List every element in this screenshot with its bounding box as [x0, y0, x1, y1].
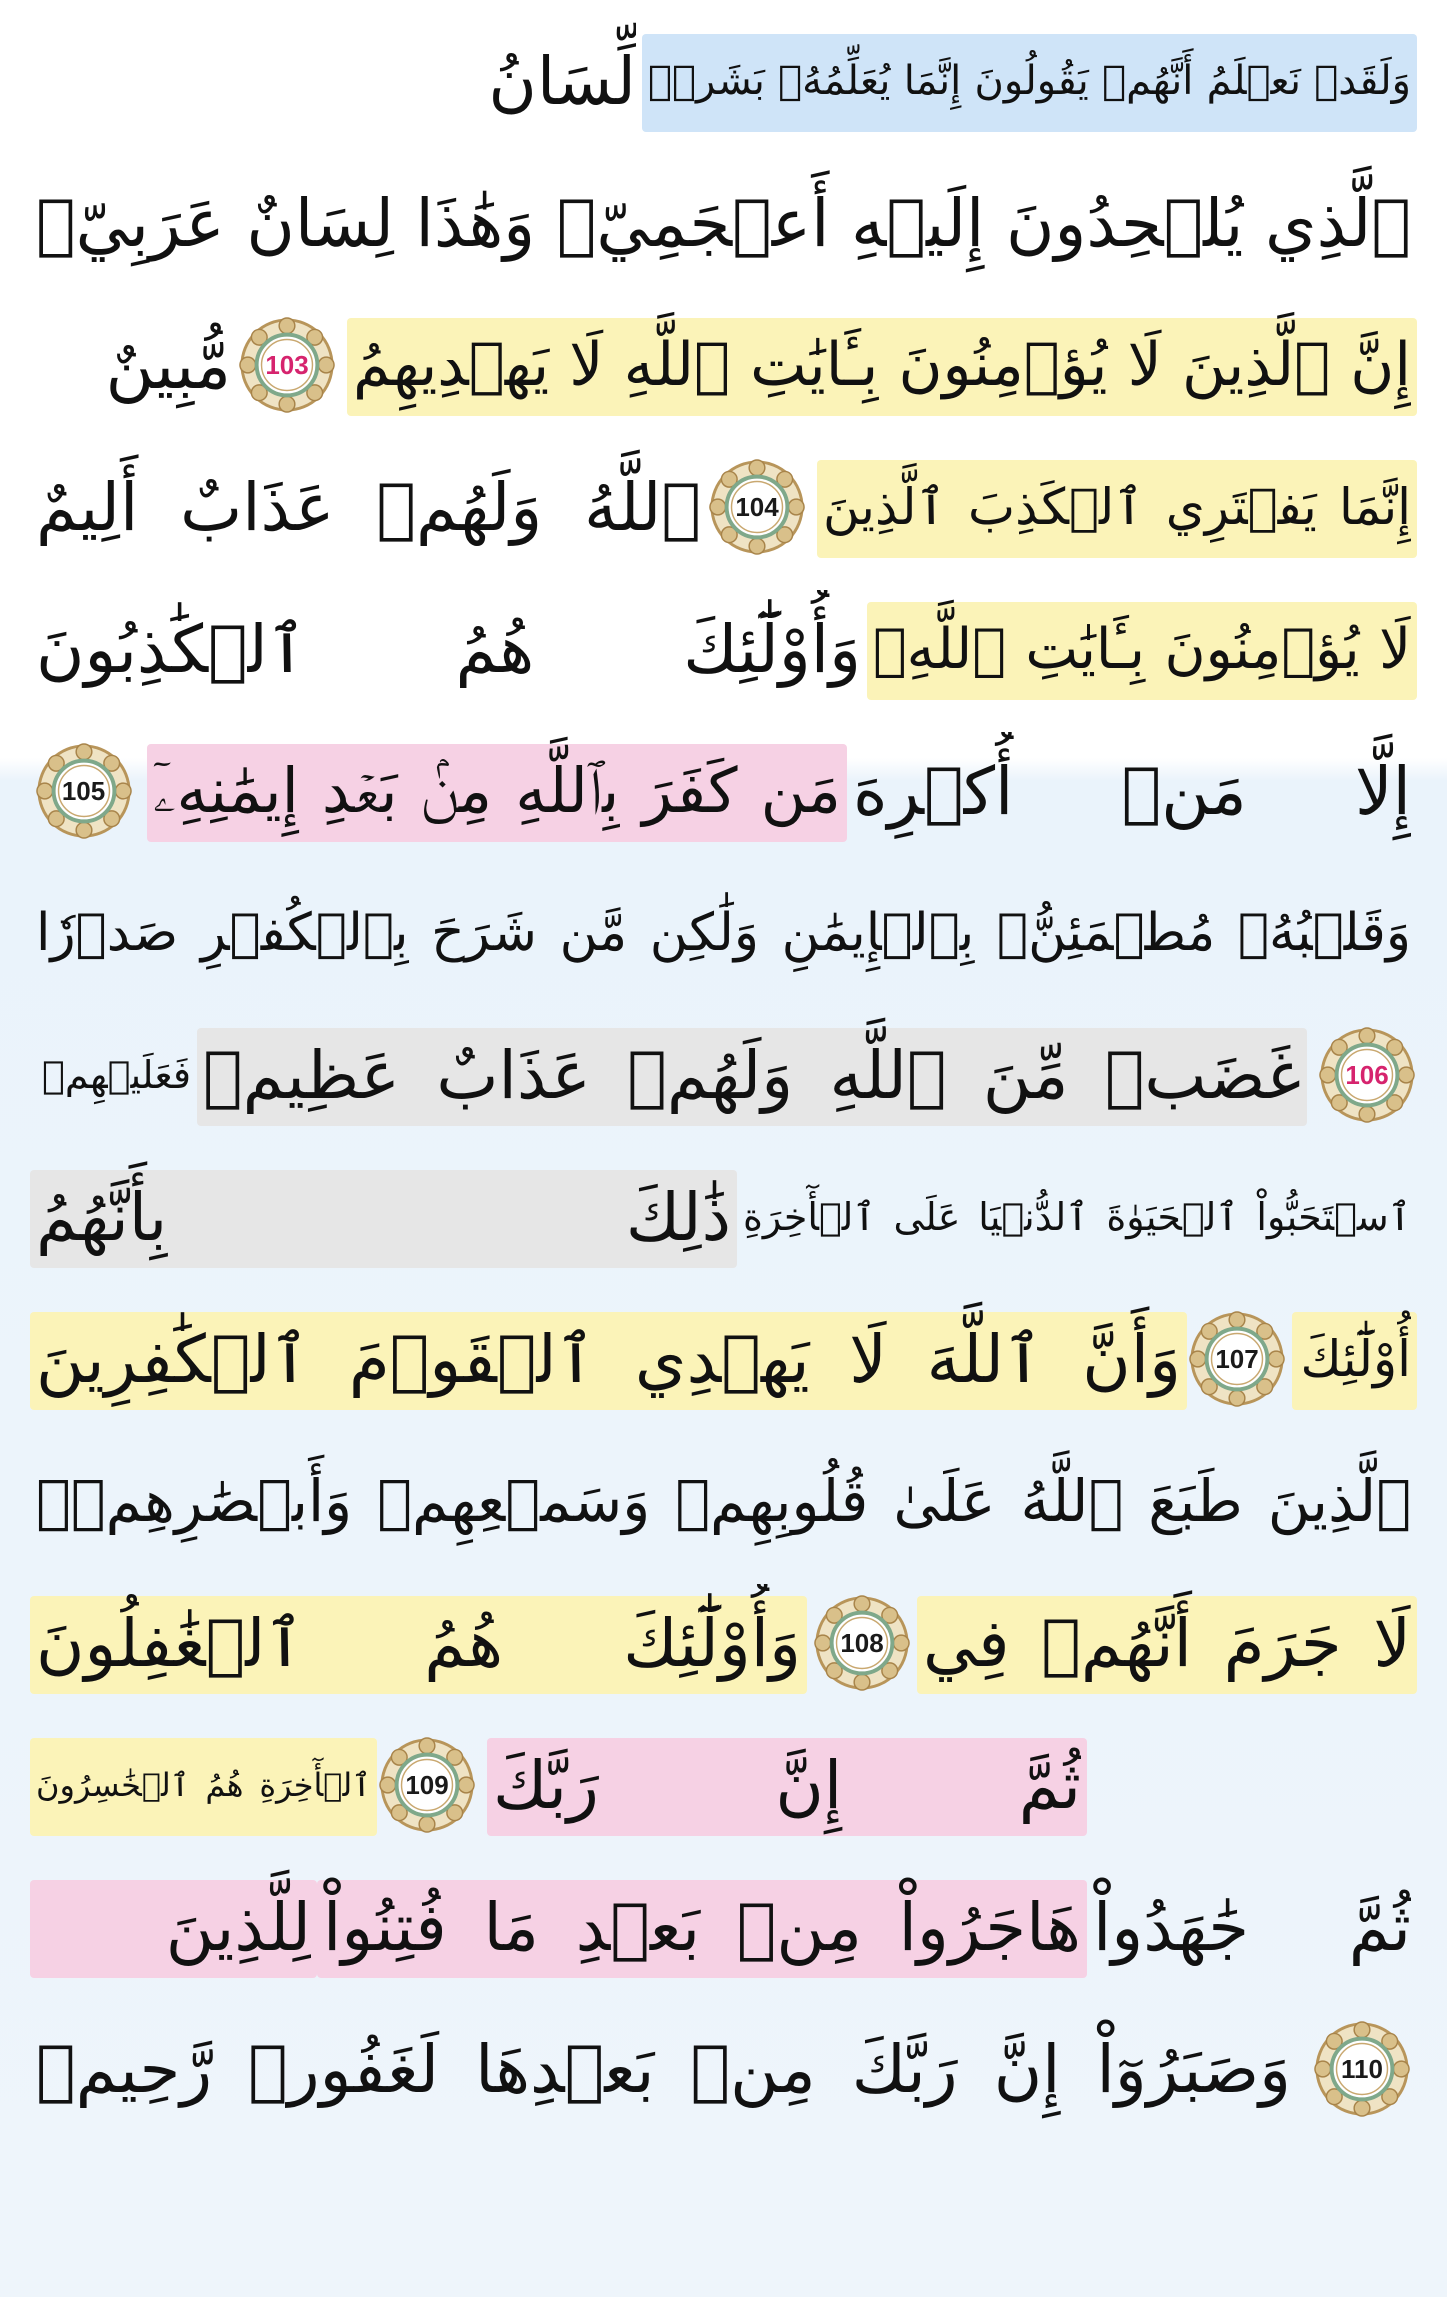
- text-line: [30, 732, 1417, 850]
- ayah-number: 103: [265, 349, 309, 380]
- verse-text: [1298, 1300, 1411, 1418]
- ayah-number: 106: [1345, 1059, 1389, 1090]
- ayah-number: 110: [1341, 2053, 1383, 2084]
- text-line: [30, 2010, 1417, 2128]
- verse-text-content: غَضَبٞ مِّنَ ٱللَّهِ وَلَهُمۡ عَذَابٌ عَظِيمٞ: [203, 1036, 1301, 1114]
- verse-text-content: مَن كَفَرَ بِٱللَّهِ مِنۢ بَعۡدِ إِيمَٰنِهِۦٓ: [153, 754, 841, 827]
- verse-text-content: إِنَّ ٱلَّذِينَ لَا يُؤۡمِنُونَ بِـَٔايَٰتِ ٱللَّهِ لَا يَهۡدِيهِمُ: [353, 330, 1411, 400]
- verse-text: [36, 1300, 1181, 1418]
- ayah-number: 104: [735, 491, 779, 522]
- verse-text-content: ثُمَّ جَٰهَدُواْ: [1093, 1888, 1411, 1966]
- ayah-end-marker-icon: [378, 1736, 476, 1834]
- verse-text: [153, 732, 841, 850]
- verse-text: [36, 1158, 731, 1276]
- text-line: [30, 1726, 1417, 1844]
- verse-text-content: ٱلَّذِي يُلۡحِدُونَ إِلَيۡهِ أَعۡجَمِيّٞ وَهَٰذَا لِسَانٌ عَرَبِيّٞ: [36, 184, 1411, 262]
- verse-text: [36, 590, 861, 708]
- verse-text: [353, 306, 1411, 424]
- ayah-end-marker-icon: [1318, 1026, 1416, 1124]
- verse-text-content: أُوْلَٰٓئِكَ: [1300, 1330, 1411, 1388]
- verse-text: [1093, 1868, 1411, 1986]
- verse-text-content: مُّبِينٌ: [105, 326, 231, 404]
- ayah-number: 107: [1215, 1343, 1259, 1374]
- text-line: [30, 1016, 1417, 1134]
- verse-text: [323, 1868, 1081, 1986]
- verse-text: [493, 1726, 1081, 1844]
- text-line: [30, 590, 1417, 708]
- verse-text-content: ٱللَّهُ وَلَهُمۡ عَذَابٌ أَلِيمٌ: [36, 468, 701, 546]
- text-line: [30, 1158, 1417, 1276]
- verse-text-content: هَاجَرُواْ مِنۢ بَعۡدِ مَا فُتِنُواْ: [323, 1888, 1081, 1966]
- verse-text-content: إِنَّمَا يَفۡتَرِي ٱلۡكَذِبَ ٱلَّذِينَ: [823, 478, 1411, 536]
- text-line: [30, 1868, 1417, 1986]
- ayah-end-marker-icon: [35, 742, 133, 840]
- verse-text-content: لِلَّذِينَ: [165, 1888, 311, 1966]
- verse-text: [36, 164, 1411, 282]
- text-line: [30, 1300, 1417, 1418]
- ayah-end-marker-icon: [238, 316, 336, 414]
- text-line: [30, 448, 1417, 566]
- verse-text-content: ذَٰلِكَ بِأَنَّهُمُ: [36, 1178, 731, 1256]
- ayah-end-marker-icon: [1188, 1310, 1286, 1408]
- verse-text: [36, 1868, 311, 1986]
- verse-text-content: وَأُوْلَٰٓئِكَ هُمُ ٱلۡغَٰفِلُونَ: [36, 1604, 801, 1682]
- verse-text: [36, 2010, 1291, 2128]
- verse-text: [873, 590, 1411, 708]
- verse-text: [923, 1584, 1411, 1702]
- verse-text-content: ٱلۡأٓخِرَةِ هُمُ ٱلۡخَٰسِرُونَ: [36, 1766, 371, 1804]
- verse-text: [823, 448, 1411, 566]
- verse-text: [203, 1016, 1301, 1134]
- verse-text-content: لَا جَرَمَ أَنَّهُمۡ فِي: [923, 1604, 1411, 1682]
- ayah-end-marker-icon: [708, 458, 806, 556]
- verse-text-content: وَلَقَدۡ نَعۡلَمُ أَنَّهُمۡ يَقُولُونَ إِنَّمَا يُعَلِّمُهُۥ بَشَرٞۗ: [648, 58, 1411, 104]
- ayah-number: 109: [405, 1769, 449, 1800]
- verse-text-content: وَأُوْلَٰٓئِكَ هُمُ ٱلۡكَٰذِبُونَ: [36, 610, 861, 688]
- verse-text: [648, 22, 1411, 140]
- verse-text-content: ثُمَّ إِنَّ رَبَّكَ: [493, 1746, 1081, 1824]
- ayah-number: 105: [61, 775, 106, 806]
- verse-text-content: إِلَّا مَنۡ أُكۡرِهَ: [853, 752, 1411, 830]
- verse-text-content: ٱسۡتَحَبُّواْ ٱلۡحَيَوٰةَ ٱلدُّنۡيَا عَلَى ٱلۡأٓخِرَةِ: [743, 1195, 1411, 1239]
- verse-text: [36, 306, 231, 424]
- verse-text-content: ٱلَّذِينَ طَبَعَ ٱللَّهُ عَلَىٰ قُلُوبِهِمۡ وَسَمۡعِهِمۡ وَأَبۡصَٰرِهِمۡۖ: [36, 1467, 1411, 1535]
- ayah-end-marker-icon: [1313, 2020, 1411, 2118]
- ayah-number: 108: [840, 1627, 884, 1658]
- text-line: [30, 874, 1417, 992]
- verse-text-content: لِّسَانُ: [488, 42, 636, 120]
- verse-text: [36, 1726, 371, 1844]
- verse-text-content: لَا يُؤۡمِنُونَ بِـَٔايَٰتِ ٱللَّهِۖ: [873, 616, 1411, 682]
- text-line: [30, 306, 1417, 424]
- verse-text: [36, 874, 1411, 992]
- ayah-end-marker-icon: [813, 1594, 911, 1692]
- verse-text: [36, 448, 701, 566]
- verse-text-content: وَقَلۡبُهُۥ مُطۡمَئِنُّۢ بِٱلۡإِيمَٰنِ وَلَٰكِن مَّن شَرَحَ بِٱلۡكُفۡرِ صَدۡرٗا: [36, 903, 1411, 963]
- verse-text: [36, 1442, 1411, 1560]
- verse-text: [36, 1584, 801, 1702]
- text-line: [30, 1442, 1417, 1560]
- text-line: [30, 22, 1417, 140]
- text-line: [30, 1584, 1417, 1702]
- verse-text: [853, 732, 1411, 850]
- verse-text-content: وَأَنَّ ٱللَّهَ لَا يَهۡدِي ٱلۡقَوۡمَ ٱلۡكَٰفِرِينَ: [36, 1320, 1181, 1398]
- verse-text: [36, 1016, 191, 1134]
- verse-text-content: وَصَبَرُوٓاْ إِنَّ رَبَّكَ مِنۢ بَعۡدِهَا لَغَفُورٞ رَّحِيمٞ: [36, 2030, 1291, 2108]
- text-line: [30, 164, 1417, 282]
- verse-text: [743, 1158, 1411, 1276]
- verse-text: [408, 22, 636, 140]
- verse-text-content: فَعَلَيۡهِمۡ: [42, 1053, 191, 1097]
